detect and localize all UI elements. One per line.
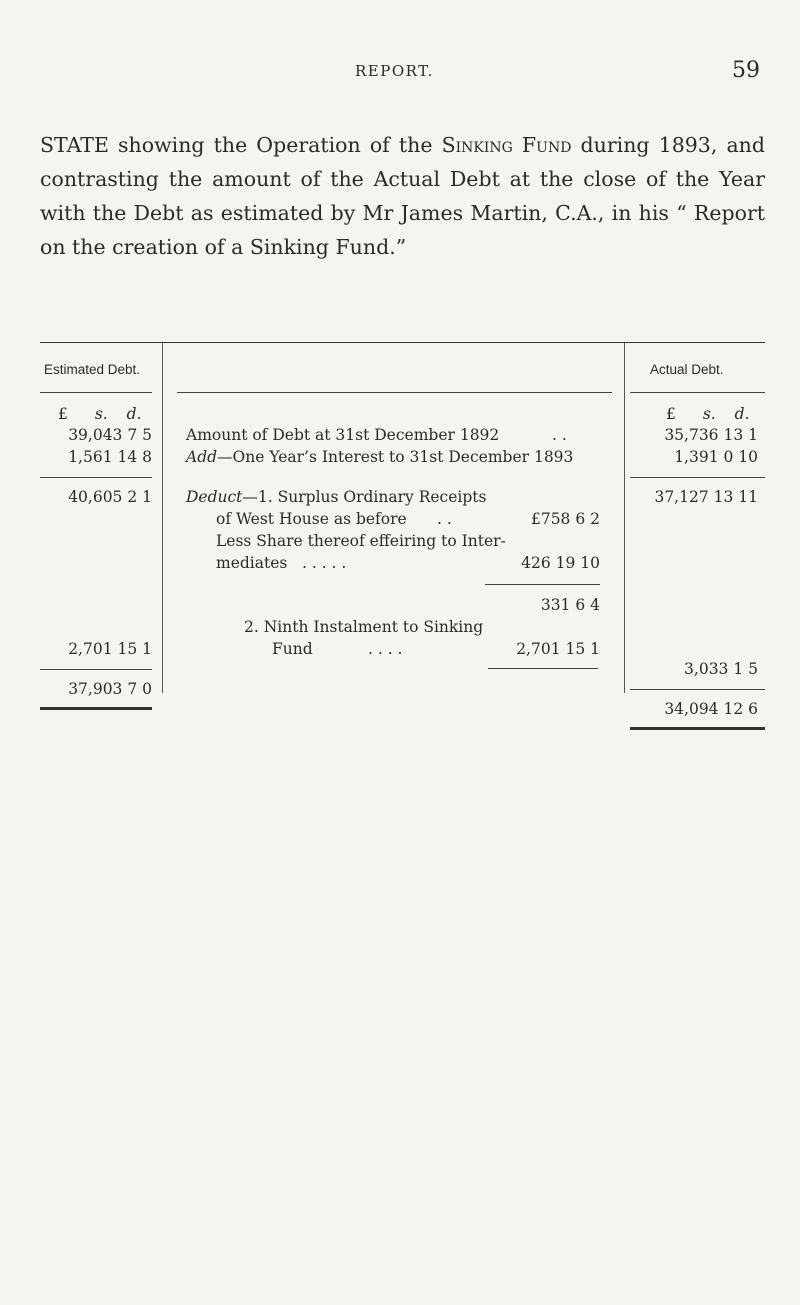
estimated-header-rule bbox=[40, 392, 152, 393]
debt-1892-label: Amount of Debt at 31st December 1892 bbox=[186, 426, 500, 444]
subtotal-amount: 331 6 4 bbox=[540, 596, 600, 614]
instalment-rule bbox=[488, 668, 598, 669]
estimated-units bbox=[58, 405, 142, 423]
deduct-line2: of West House as before bbox=[216, 510, 407, 528]
estimated-row1: 39,043 7 5 bbox=[68, 426, 152, 444]
actual-final: 34,094 12 6 bbox=[664, 700, 758, 718]
deduct-line1 bbox=[186, 488, 486, 506]
interest-label bbox=[186, 448, 573, 466]
estimated-debt-header: Estimated Debt. bbox=[44, 362, 141, 377]
add-label: Add bbox=[186, 448, 218, 466]
column-divider-right bbox=[624, 343, 625, 693]
shilling-unit: s. bbox=[702, 405, 716, 423]
table-heading bbox=[40, 128, 765, 264]
table-top-rule bbox=[40, 342, 765, 343]
estimated-deduct: 2,701 15 1 bbox=[68, 640, 152, 658]
actual-total1: 37,127 13 11 bbox=[654, 488, 758, 506]
deduct-line4-dots: . . . . . bbox=[302, 554, 347, 572]
deduct-text: —1. Surplus Ordinary Receipts bbox=[242, 488, 487, 506]
surplus-amount: £758 6 2 bbox=[530, 510, 600, 528]
estimated-final-rule bbox=[40, 669, 152, 670]
shilling-unit: s. bbox=[94, 405, 108, 423]
page-number: 59 bbox=[732, 58, 760, 83]
intermediates-amount: 426 19 10 bbox=[521, 554, 600, 572]
middle-header-rule bbox=[177, 392, 612, 393]
actual-header-rule bbox=[630, 392, 765, 393]
deduct-line2-dots: . . bbox=[437, 510, 452, 528]
actual-units bbox=[666, 405, 750, 423]
instalment-line2: Fund bbox=[272, 640, 313, 658]
estimated-total1: 40,605 2 1 bbox=[68, 488, 152, 506]
instalment-dots: . . . . bbox=[368, 640, 403, 658]
instalment-amount: 2,701 15 1 bbox=[516, 640, 600, 658]
deduct-line4: mediates bbox=[216, 554, 288, 572]
pound-unit: £ bbox=[666, 405, 676, 423]
heading-sinking-fund: Sinking Fund bbox=[441, 133, 572, 157]
actual-row1: 35,736 13 1 bbox=[664, 426, 758, 444]
pence-unit: d. bbox=[734, 405, 750, 423]
debt-1892-dots: . . bbox=[552, 426, 567, 444]
estimated-closing-rule bbox=[40, 707, 152, 710]
actual-final-rule bbox=[630, 689, 765, 690]
column-divider-left bbox=[162, 343, 163, 693]
actual-deduct: 3,033 1 5 bbox=[684, 660, 758, 678]
estimated-sum-rule bbox=[40, 477, 152, 478]
actual-row2: 1,391 0 10 bbox=[674, 448, 758, 466]
instalment-line1: 2. Ninth Instalment to Sinking bbox=[244, 618, 484, 636]
pound-unit: £ bbox=[58, 405, 68, 423]
subtotal-rule bbox=[485, 584, 600, 585]
pence-unit: d. bbox=[126, 405, 142, 423]
actual-debt-header: Actual Debt. bbox=[650, 362, 724, 377]
actual-sum-rule bbox=[630, 477, 765, 478]
deduct-line3: Less Share thereof effeiring to Inter- bbox=[216, 532, 506, 550]
estimated-final: 37,903 7 0 bbox=[68, 680, 152, 698]
heading-rest: during 1893, and contrasting the amount of the Actual Debt at the close of the Year with the Debt as estimated by Mr James Martin, C.A., in his “ Report on the creation of a Sinking Fund.” bbox=[40, 133, 765, 259]
interest-text: —One Year’s Interest to 31st December 1893 bbox=[217, 448, 574, 466]
heading-lead: STATE showing the Operation of the bbox=[40, 133, 442, 157]
estimated-row2: 1,561 14 8 bbox=[68, 448, 152, 466]
running-title: REPORT. bbox=[355, 62, 434, 80]
actual-closing-rule bbox=[630, 727, 765, 730]
deduct-label: Deduct bbox=[186, 488, 243, 506]
